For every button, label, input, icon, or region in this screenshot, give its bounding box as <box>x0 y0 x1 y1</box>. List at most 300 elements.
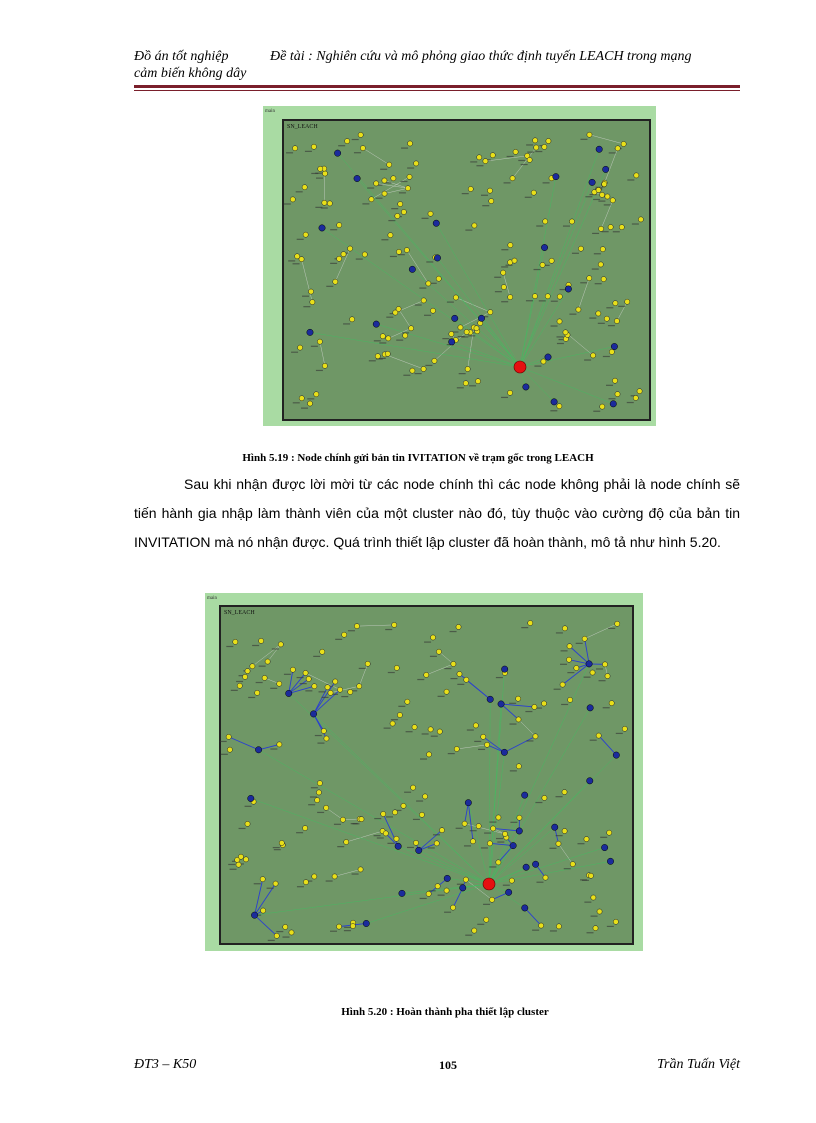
node-label-mark <box>311 787 318 788</box>
sensor-node <box>354 624 359 629</box>
node-label-mark <box>501 397 508 398</box>
body-paragraph: Sau khi nhận được lời mời từ các node chính thì các node không phải là node chính sẽ tiến hành gia nhập làm thành viên của một cluster nào đó, tùy thuộc vào cường độ của bản tin INVITATION mà nó nhận được. Quá trình thiết lập cluster đã hoàn thành, mô tả như hình 5.20. <box>134 476 740 550</box>
figure-caption-2: Hình 5.20 : Hoàn thành pha thiết lập cluster <box>341 1006 549 1018</box>
node-label-mark <box>496 838 503 839</box>
node-label-mark <box>334 824 341 825</box>
sensor-node <box>397 712 402 717</box>
node-label-mark <box>387 843 394 844</box>
sensor-node <box>598 226 603 231</box>
sensor-node <box>532 294 537 299</box>
sensor-node <box>317 339 322 344</box>
sensor-node <box>517 815 522 820</box>
node-label-mark <box>330 263 337 264</box>
node-label-mark <box>301 408 308 409</box>
header-title: Đề tài : Nghiên cứu và mô phỏng giao thức định tuyến LEACH trong mạng <box>270 49 692 64</box>
base-station <box>514 361 526 373</box>
sensor-node <box>634 173 639 178</box>
sensor-node <box>541 359 546 364</box>
node-label-mark <box>618 306 625 307</box>
sensor-node <box>507 390 512 395</box>
sensor-node <box>344 839 349 844</box>
sensor-node <box>609 349 614 354</box>
sensor-node <box>516 696 521 701</box>
node-label-mark <box>407 847 414 848</box>
cluster-head-node <box>523 864 529 870</box>
node-label-mark <box>556 632 563 633</box>
sensor-node <box>591 353 596 358</box>
node-label-mark <box>608 325 615 326</box>
cluster-head-node <box>553 173 559 179</box>
node-label-mark <box>326 880 333 881</box>
sensor-node <box>277 742 282 747</box>
sensor-node <box>405 186 410 191</box>
node-label-mark <box>560 664 567 665</box>
sensor-node <box>436 276 441 281</box>
sensor-node <box>375 354 380 359</box>
node-label-mark <box>310 796 317 797</box>
node-label-mark <box>594 253 601 254</box>
node-label-mark <box>556 835 563 836</box>
node-label-mark <box>272 648 279 649</box>
node-label-mark <box>468 335 475 336</box>
sensor-node <box>556 841 561 846</box>
sensor-node <box>332 874 337 879</box>
sensor-node <box>289 930 294 935</box>
node-label-mark <box>319 691 326 692</box>
node-label-mark <box>354 152 361 153</box>
node-label-mark <box>599 680 606 681</box>
node-label-mark <box>308 804 315 805</box>
sensor-node <box>587 276 592 281</box>
node-label-mark <box>504 182 511 183</box>
footer-class: ĐT3 – K50 <box>134 1057 197 1072</box>
sensor-node <box>358 867 363 872</box>
sensor-node <box>243 857 248 862</box>
node-label-mark <box>593 199 600 200</box>
node-label-mark <box>376 198 383 199</box>
node-label-mark <box>550 930 557 931</box>
node-label-mark <box>330 931 337 932</box>
sensor-node <box>233 639 238 644</box>
node-label-mark <box>424 641 431 642</box>
node-label-mark <box>536 225 543 226</box>
node-label-mark <box>457 684 464 685</box>
node-label-mark <box>422 733 429 734</box>
node-label-mark <box>551 301 558 302</box>
node-label-mark <box>598 323 605 324</box>
sensor-node <box>562 789 567 794</box>
node-label-mark <box>341 696 348 697</box>
header-rule <box>134 85 740 88</box>
figure-5-20 <box>205 593 643 951</box>
node-label-mark <box>564 868 571 869</box>
sensor-node <box>315 798 320 803</box>
node-label-mark <box>450 631 457 632</box>
node-label-mark <box>603 356 610 357</box>
sensor-node <box>560 682 565 687</box>
node-label-mark <box>338 145 345 146</box>
sensor-node <box>435 884 440 889</box>
sensor-node <box>556 924 561 929</box>
cluster-head-node <box>373 321 379 327</box>
node-label-mark <box>526 740 533 741</box>
cluster-head-node <box>416 847 422 853</box>
cluster-head-node <box>607 858 613 864</box>
sensor-node <box>546 138 551 143</box>
node-label-mark <box>374 818 381 819</box>
sensor-node <box>449 331 454 336</box>
sensor-node <box>381 811 386 816</box>
node-label-mark <box>273 847 280 848</box>
node-label-mark <box>536 882 543 883</box>
sensor-node <box>396 249 401 254</box>
node-label-mark <box>598 201 605 202</box>
node-label-mark <box>476 165 483 166</box>
sensor-node <box>463 381 468 386</box>
sensor-node <box>458 325 463 330</box>
sensor-node <box>279 840 284 845</box>
node-label-mark <box>593 411 600 412</box>
sensor-node <box>563 330 568 335</box>
cluster-head-node <box>551 399 557 405</box>
node-label-mark <box>268 940 275 941</box>
sensor-node <box>318 166 323 171</box>
node-label-mark <box>296 191 303 192</box>
sensor-node <box>342 632 347 637</box>
simulation-field <box>283 120 650 420</box>
node-label-mark <box>385 629 392 630</box>
node-label-mark <box>228 864 235 865</box>
cluster-head-node <box>444 875 450 881</box>
cluster-head-node <box>501 749 507 755</box>
node-label-mark <box>384 728 391 729</box>
cluster-head-node <box>587 705 593 711</box>
node-label-mark <box>293 402 300 403</box>
cluster-head-node <box>601 844 607 850</box>
cluster-head-node <box>395 843 401 849</box>
node-label-mark <box>467 729 474 730</box>
sensor-node <box>596 187 601 192</box>
node-label-mark <box>554 689 561 690</box>
sensor-node <box>277 681 282 686</box>
sensor-node <box>439 828 444 833</box>
node-label-mark <box>509 723 516 724</box>
node-label-mark <box>577 843 584 844</box>
sensor-node <box>316 790 321 795</box>
sensor-node <box>303 880 308 885</box>
sensor-node <box>508 243 513 248</box>
node-label-mark <box>534 269 541 270</box>
sensor-node <box>421 366 426 371</box>
node-label-mark <box>584 359 591 360</box>
sensor-node <box>312 684 317 689</box>
sensor-node <box>411 785 416 790</box>
node-label-mark <box>362 203 369 204</box>
node-label-mark <box>567 672 574 673</box>
sensor-node <box>489 198 494 203</box>
sensor-node <box>557 404 562 409</box>
sensor-node <box>414 161 419 166</box>
node-label-mark <box>450 678 457 679</box>
node-label-mark <box>226 646 233 647</box>
sensor-node <box>347 246 352 251</box>
node-label-mark <box>444 912 451 913</box>
sensor-node <box>337 687 342 692</box>
node-label-mark <box>270 688 277 689</box>
sensor-node <box>487 188 492 193</box>
sensor-node <box>333 279 338 284</box>
node-label-mark <box>518 160 525 161</box>
node-label-mark <box>600 837 607 838</box>
cluster-head-node <box>521 792 527 798</box>
sensor-node <box>303 670 308 675</box>
node-label-mark <box>230 869 237 870</box>
node-label-mark <box>352 823 359 824</box>
network-simulation-1 <box>263 106 656 426</box>
node-label-mark <box>352 873 359 874</box>
sensor-node <box>622 726 627 731</box>
sensor-node <box>325 685 330 690</box>
sensor-node <box>307 401 312 406</box>
sensor-node <box>401 209 406 214</box>
node-label-mark <box>501 301 508 302</box>
node-label-mark <box>377 837 384 838</box>
node-label-mark <box>489 821 496 822</box>
node-label-mark <box>399 192 406 193</box>
node-label-mark <box>521 164 528 165</box>
sensor-node <box>388 233 393 238</box>
sensor-node <box>386 336 391 341</box>
node-label-mark <box>591 916 598 917</box>
sensor-node <box>261 908 266 913</box>
node-label-mark <box>404 792 411 793</box>
node-label-mark <box>316 178 323 179</box>
node-label-mark <box>359 668 366 669</box>
cluster-head-node <box>501 666 507 672</box>
node-label-mark <box>386 317 393 318</box>
sensor-node <box>321 728 326 733</box>
node-label-mark <box>442 338 449 339</box>
sensor-node <box>513 149 518 154</box>
sensor-node <box>598 262 603 267</box>
node-label-mark <box>296 832 303 833</box>
sensor-node <box>401 803 406 808</box>
node-label-mark <box>465 230 472 231</box>
node-label-mark <box>274 849 281 850</box>
sensor-node <box>340 817 345 822</box>
node-label-mark <box>602 231 609 232</box>
sensor-node <box>320 649 325 654</box>
sensor-node <box>327 201 332 206</box>
sensor-node <box>273 881 278 886</box>
sensor-node <box>299 396 304 401</box>
header-rule-thin <box>134 90 740 91</box>
sensor-node <box>615 621 620 626</box>
node-label-mark <box>489 866 496 867</box>
node-label-mark <box>470 161 477 162</box>
cluster-head-node <box>487 696 493 702</box>
node-label-mark <box>596 668 603 669</box>
sensor-node <box>477 155 482 160</box>
node-label-mark <box>291 352 298 353</box>
sensor-node <box>476 823 481 828</box>
sensor-node <box>421 298 426 303</box>
sensor-node <box>597 909 602 914</box>
sensor-node <box>599 192 604 197</box>
cluster-head-node <box>510 842 516 848</box>
cluster-head-node <box>532 861 538 867</box>
node-label-mark <box>398 706 405 707</box>
node-label-mark <box>470 830 477 831</box>
node-label-mark <box>374 340 381 341</box>
sensor-node <box>584 836 589 841</box>
node-label-mark <box>459 373 466 374</box>
cluster-head-node <box>255 747 261 753</box>
node-label-mark <box>300 683 307 684</box>
node-label-mark <box>239 828 246 829</box>
sensor-node <box>322 171 327 176</box>
sensor-node <box>419 812 424 817</box>
node-label-mark <box>416 800 423 801</box>
node-label-mark <box>315 207 322 208</box>
node-label-mark <box>447 302 454 303</box>
node-label-mark <box>444 668 451 669</box>
sensor-node <box>509 878 514 883</box>
node-label-mark <box>344 927 351 928</box>
sensor-node <box>306 676 311 681</box>
sensor-node <box>365 661 370 666</box>
node-label-mark <box>557 343 564 344</box>
node-label-mark <box>481 195 488 196</box>
sensor-node <box>574 665 579 670</box>
sensor-node <box>532 704 537 709</box>
sensor-node <box>278 642 283 647</box>
node-label-mark <box>501 249 508 250</box>
sensor-node <box>463 877 468 882</box>
node-label-mark <box>407 167 414 168</box>
sensor-node <box>502 831 507 836</box>
sensor-node <box>541 701 546 706</box>
sensor-node <box>314 392 319 397</box>
sensor-node <box>242 674 247 679</box>
node-label-mark <box>322 697 329 698</box>
sensor-node <box>637 389 642 394</box>
node-label-mark <box>474 741 481 742</box>
node-label-mark <box>535 802 542 803</box>
sensor-node <box>262 675 267 680</box>
node-label-mark <box>380 169 387 170</box>
sensor-node <box>487 841 492 846</box>
node-label-mark <box>406 731 413 732</box>
sensor-node <box>540 262 545 267</box>
node-label-mark <box>288 260 295 261</box>
cluster-head-node <box>248 795 254 801</box>
node-label-mark <box>580 139 587 140</box>
sensor-node <box>450 905 455 910</box>
sensor-node <box>382 178 387 183</box>
cluster-head-node <box>307 329 313 335</box>
sensor-node <box>464 677 469 682</box>
sensor-node <box>405 699 410 704</box>
sensor-node <box>226 734 231 739</box>
cluster-head-node <box>286 690 292 696</box>
sensor-node <box>484 917 489 922</box>
sensor-node <box>516 764 521 769</box>
sensor-node <box>533 138 538 143</box>
node-label-mark <box>507 156 514 157</box>
sensor-node <box>604 316 609 321</box>
node-label-mark <box>302 296 309 297</box>
page-footer <box>134 1057 740 1077</box>
sensor-node <box>359 817 364 822</box>
sensor-node <box>297 345 302 350</box>
sensor-node <box>260 877 265 882</box>
cluster-head-node <box>505 889 511 895</box>
node-label-mark <box>510 822 517 823</box>
sensor-node <box>501 284 506 289</box>
node-label-mark <box>401 147 408 148</box>
sensor-node <box>410 368 415 373</box>
node-label-mark <box>464 845 471 846</box>
node-label-mark <box>603 707 610 708</box>
sensor-node <box>407 141 412 146</box>
node-label-mark <box>429 890 436 891</box>
node-label-mark <box>352 139 359 140</box>
cluster-head-node <box>434 255 440 261</box>
sensor-node <box>543 875 548 880</box>
sensor-node <box>274 933 279 938</box>
sensor-node <box>527 157 532 162</box>
node-label-mark <box>457 387 464 388</box>
sensor-node <box>633 395 638 400</box>
node-label-mark <box>509 703 516 704</box>
sensor-node <box>328 690 333 695</box>
node-label-mark <box>420 758 427 759</box>
sensor-node <box>299 257 304 262</box>
node-label-mark <box>632 223 639 224</box>
sensor-node <box>424 672 429 677</box>
node-label-mark <box>305 690 312 691</box>
node-label-mark <box>477 924 484 925</box>
sensor-node <box>451 661 456 666</box>
node-label-mark <box>344 930 351 931</box>
sensor-node <box>602 182 607 187</box>
sensor-node <box>434 841 439 846</box>
node-label-mark <box>417 679 424 680</box>
sensor-node <box>255 690 260 695</box>
cluster-head-node <box>478 315 484 321</box>
sensor-node <box>337 256 342 261</box>
node-label-mark <box>606 385 613 386</box>
sensor-node <box>567 644 572 649</box>
node-label-mark <box>252 645 259 646</box>
node-label-mark <box>561 650 568 651</box>
sensor-node <box>593 926 598 931</box>
sensor-node <box>290 197 295 202</box>
sensor-node <box>324 805 329 810</box>
sensor-node <box>490 826 495 831</box>
cluster-head-node <box>399 890 405 896</box>
node-label-mark <box>431 736 438 737</box>
sensor-node <box>474 326 479 331</box>
sensor-node <box>245 668 250 673</box>
sensor-node <box>311 144 316 149</box>
sensor-node <box>341 252 346 257</box>
sensor-node <box>496 815 501 820</box>
node-label-mark <box>592 233 599 234</box>
header-title-continued: cảm biến không dây <box>134 66 247 81</box>
node-label-mark <box>576 643 583 644</box>
